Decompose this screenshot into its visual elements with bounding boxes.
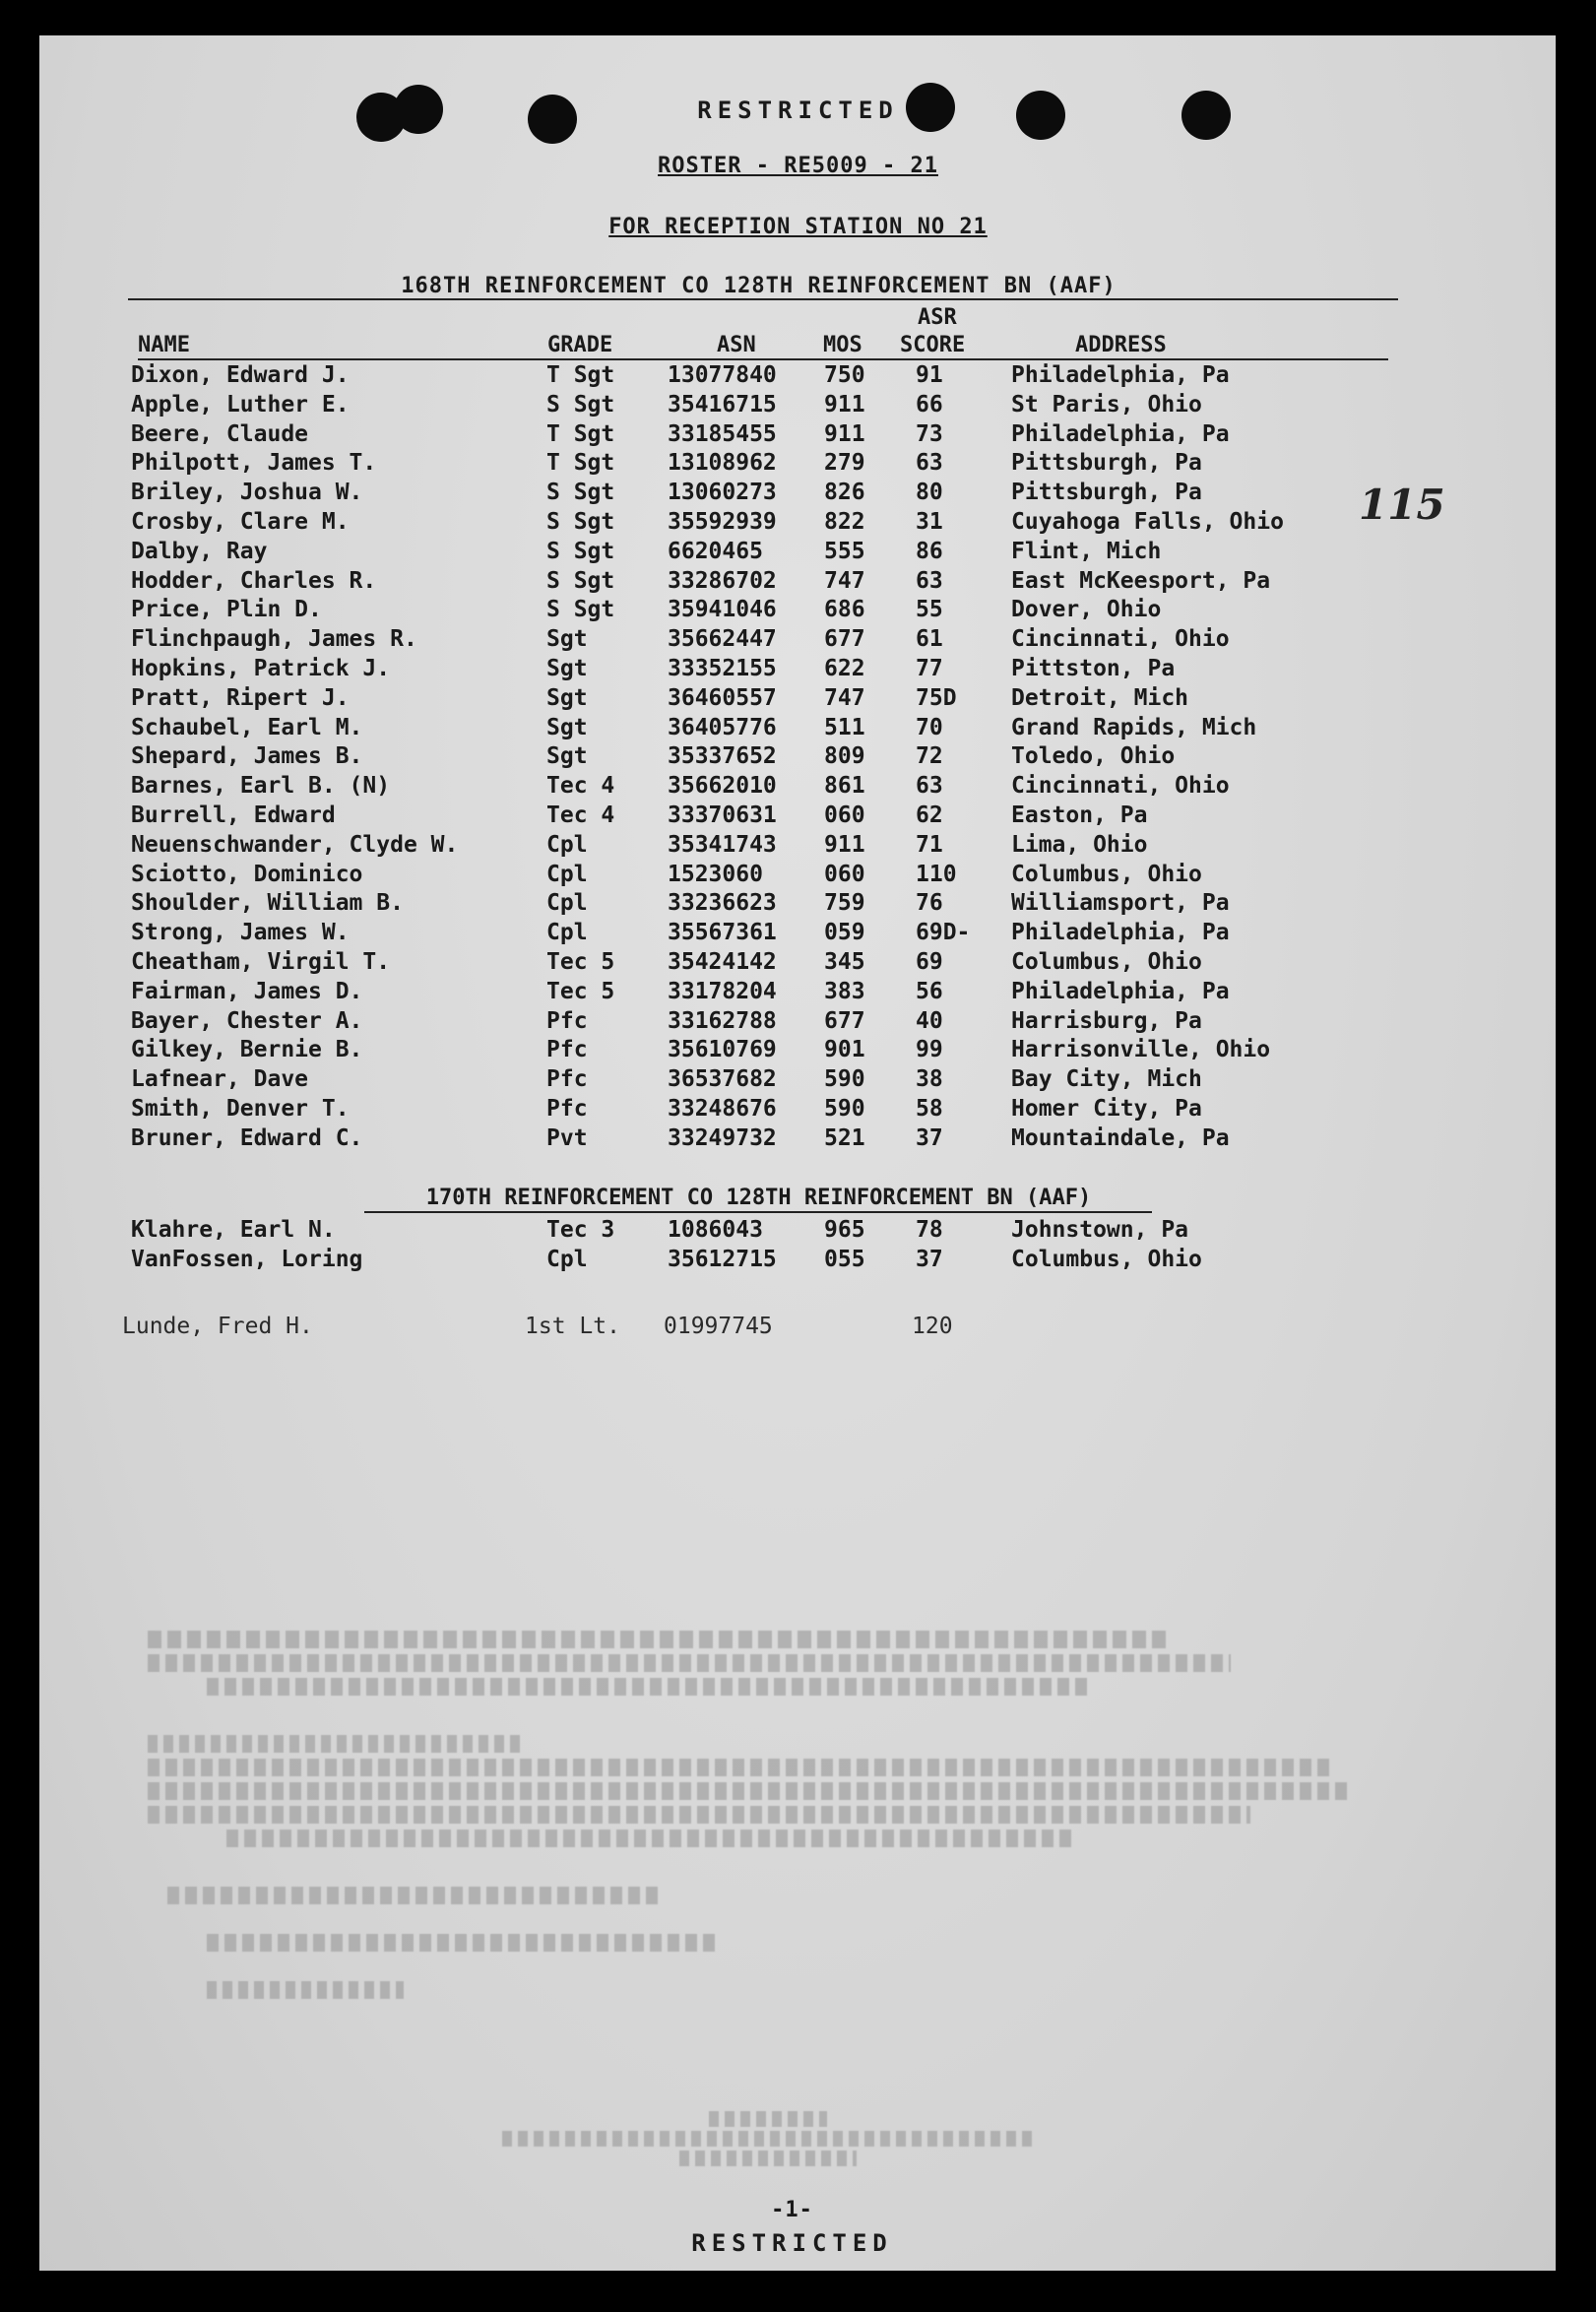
asn-cell: 35662447	[668, 626, 777, 653]
table-row	[0, 949, 1596, 979]
person-name: Crosby, Clare M.	[131, 509, 350, 535]
mos-cell: 861	[824, 773, 865, 800]
address-cell: Pittsburgh, Pa	[1011, 450, 1202, 477]
score-cell: 66	[916, 391, 943, 417]
asn-cell: 33249732	[668, 1124, 777, 1151]
mos-cell: 590	[824, 1096, 865, 1122]
grade-cell: T Sgt	[546, 450, 615, 477]
address-cell: Pittsburgh, Pa	[1011, 480, 1202, 506]
col-header-mos: MOS	[823, 333, 862, 357]
score-cell: 58	[916, 1096, 943, 1122]
person-name: Strong, James W.	[131, 920, 350, 946]
score-cell: 99	[916, 1037, 943, 1063]
table-row	[0, 715, 1596, 744]
asn-cell: 35610769	[668, 1037, 777, 1063]
address-cell: Toledo, Ohio	[1011, 743, 1176, 770]
mos-cell: 822	[824, 509, 865, 535]
grade-cell: Tec 4	[546, 773, 615, 800]
table-row	[0, 362, 1596, 392]
mos-cell: 901	[824, 1037, 865, 1063]
person-name: Philpott, James T.	[131, 450, 377, 477]
asn-cell: 33178204	[668, 978, 777, 1004]
table-row	[0, 803, 1596, 832]
person-name: Flinchpaugh, James R.	[131, 626, 417, 653]
person-name: Shoulder, William B.	[131, 890, 404, 917]
table-row	[0, 1096, 1596, 1125]
mos-cell: 521	[824, 1124, 865, 1151]
table-row	[0, 509, 1596, 539]
asn-cell: 36460557	[668, 684, 777, 711]
table-row	[0, 1217, 1596, 1247]
grade-cell: Sgt	[546, 656, 588, 681]
grade-cell: Tec 5	[546, 978, 615, 1004]
grade-cell: Sgt	[546, 714, 588, 740]
person-name: Price, Plin D.	[131, 597, 322, 623]
unit2-rule	[364, 1211, 1152, 1213]
table-row	[0, 773, 1596, 803]
score-cell: 77	[916, 656, 943, 681]
grade-cell: T Sgt	[546, 362, 615, 388]
person-name: VanFossen, Loring	[131, 1247, 363, 1272]
grade-cell: S Sgt	[546, 597, 615, 623]
score-cell: 63	[916, 450, 943, 477]
grade-cell: S Sgt	[546, 567, 615, 594]
score-cell: 86	[916, 538, 943, 564]
address-cell: Grand Rapids, Mich	[1011, 714, 1257, 740]
faded-signature-block	[492, 2107, 1044, 2170]
faded-text-block	[148, 1625, 1378, 2038]
person-name: Briley, Joshua W.	[131, 480, 363, 506]
address-cell: Dover, Ohio	[1011, 597, 1162, 623]
asn-cell: 6620465	[668, 538, 763, 564]
grade-cell: Cpl	[546, 920, 588, 946]
grade-cell: Pfc	[546, 1037, 588, 1063]
grade-cell: Pvt	[546, 1124, 588, 1151]
table-row	[0, 743, 1596, 773]
officer-row	[0, 1314, 1596, 1343]
col-header-score: SCORE	[900, 333, 966, 357]
mos-cell: 677	[824, 1007, 865, 1034]
score-cell: 37	[916, 1124, 943, 1151]
person-name: Pratt, Ripert J.	[131, 684, 350, 711]
col-header-asn: ASN	[717, 333, 756, 357]
header-rule-bottom	[138, 358, 1388, 360]
table-row	[0, 1125, 1596, 1155]
score-cell: 40	[916, 1007, 943, 1034]
table-row	[0, 862, 1596, 891]
grade-cell: Sgt	[546, 743, 588, 770]
asn-cell: 33370631	[668, 803, 777, 828]
table-row	[0, 597, 1596, 626]
score-cell: 56	[916, 978, 943, 1004]
person-name: Bayer, Chester A.	[131, 1007, 363, 1034]
mos-cell: 750	[824, 362, 865, 388]
grade-cell: Pfc	[546, 1066, 588, 1093]
table-row	[0, 656, 1596, 685]
person-name: Neuenschwander, Clyde W.	[131, 831, 459, 858]
mos-cell: 686	[824, 597, 865, 623]
mos-cell: 826	[824, 480, 865, 506]
score-cell: 73	[916, 420, 943, 447]
asn-cell: 35416715	[668, 391, 777, 417]
officer-asn: 01997745	[664, 1314, 773, 1339]
asn-cell: 35337652	[668, 743, 777, 770]
mos-cell: 590	[824, 1066, 865, 1093]
person-name: Gilkey, Bernie B.	[131, 1037, 363, 1063]
grade-cell: Cpl	[546, 1247, 588, 1272]
table-row	[0, 450, 1596, 480]
asn-cell: 35424142	[668, 949, 777, 975]
asn-cell: 33248676	[668, 1096, 777, 1122]
table-row	[0, 539, 1596, 568]
mos-cell: 055	[824, 1247, 865, 1272]
asn-cell: 36537682	[668, 1066, 777, 1093]
score-cell: 37	[916, 1247, 943, 1272]
address-cell: East McKeesport, Pa	[1011, 567, 1271, 594]
grade-cell: T Sgt	[546, 420, 615, 447]
grade-cell: S Sgt	[546, 480, 615, 506]
mos-cell: 060	[824, 861, 865, 887]
col-header-address: ADDRESS	[1075, 333, 1167, 357]
asn-cell: 1086043	[668, 1217, 763, 1243]
table-row	[0, 832, 1596, 862]
asn-cell: 35341743	[668, 831, 777, 858]
person-name: Sciotto, Dominico	[131, 861, 363, 887]
asn-cell: 33162788	[668, 1007, 777, 1034]
score-cell: 69D-	[916, 920, 971, 946]
handwritten-number: 115	[1359, 481, 1445, 529]
person-name: Burrell, Edward	[131, 803, 336, 828]
score-cell: 110	[916, 861, 957, 887]
table-row	[0, 685, 1596, 715]
grade-cell: Cpl	[546, 890, 588, 917]
score-cell: 38	[916, 1066, 943, 1093]
person-name: Hodder, Charles R.	[131, 567, 377, 594]
person-name: Klahre, Earl N.	[131, 1217, 336, 1243]
mos-cell: 060	[824, 803, 865, 828]
mos-cell: 511	[824, 714, 865, 740]
mos-cell: 279	[824, 450, 865, 477]
station-title: FOR RECEPTION STATION NO 21	[608, 215, 988, 239]
mos-cell: 759	[824, 890, 865, 917]
asn-cell: 13060273	[668, 480, 777, 506]
score-cell: 31	[916, 509, 943, 535]
table-row	[0, 1247, 1596, 1276]
address-cell: St Paris, Ohio	[1011, 391, 1202, 417]
mos-cell: 747	[824, 567, 865, 594]
table-row	[0, 979, 1596, 1008]
asn-cell: 33236623	[668, 890, 777, 917]
score-cell: 71	[916, 831, 943, 858]
score-cell: 55	[916, 597, 943, 623]
grade-cell: S Sgt	[546, 538, 615, 564]
score-cell: 76	[916, 890, 943, 917]
grade-cell: Tec 4	[546, 803, 615, 828]
score-cell: 69	[916, 949, 943, 975]
col-header-grade: GRADE	[547, 333, 613, 357]
officer-name: Lunde, Fred H.	[122, 1314, 313, 1339]
table-row	[0, 480, 1596, 509]
table-row	[0, 1037, 1596, 1066]
mos-cell: 911	[824, 391, 865, 417]
asn-cell: 35592939	[668, 509, 777, 535]
person-name: Schaubel, Earl M.	[131, 714, 363, 740]
address-cell: Bay City, Mich	[1011, 1066, 1202, 1093]
table-row	[0, 626, 1596, 656]
address-cell: Columbus, Ohio	[1011, 1247, 1202, 1272]
address-cell: Philadelphia, Pa	[1011, 920, 1230, 946]
asn-cell: 13077840	[668, 362, 777, 388]
address-cell: Detroit, Mich	[1011, 684, 1189, 711]
grade-cell: Sgt	[546, 626, 588, 653]
person-name: Smith, Denver T.	[131, 1096, 350, 1122]
score-cell: 78	[916, 1217, 943, 1243]
mos-cell: 911	[824, 831, 865, 858]
mos-cell: 555	[824, 538, 865, 564]
grade-cell: S Sgt	[546, 391, 615, 417]
address-cell: Lima, Ohio	[1011, 831, 1148, 858]
address-cell: Homer City, Pa	[1011, 1096, 1202, 1122]
header-rule-top	[128, 298, 1398, 300]
person-name: Bruner, Edward C.	[131, 1124, 363, 1151]
table-row	[0, 920, 1596, 949]
score-cell: 80	[916, 480, 943, 506]
address-cell: Harrisonville, Ohio	[1011, 1037, 1271, 1063]
grade-cell: Pfc	[546, 1096, 588, 1122]
table-row	[0, 1066, 1596, 1096]
person-name: Shepard, James B.	[131, 743, 363, 770]
mos-cell: 345	[824, 949, 865, 975]
score-cell: 63	[916, 773, 943, 800]
address-cell: Philadelphia, Pa	[1011, 420, 1230, 447]
person-name: Barnes, Earl B. (N)	[131, 773, 391, 800]
asn-cell: 13108962	[668, 450, 777, 477]
mos-cell: 965	[824, 1217, 865, 1243]
score-cell: 70	[916, 714, 943, 740]
table-row	[0, 890, 1596, 920]
score-cell: 72	[916, 743, 943, 770]
address-cell: Philadelphia, Pa	[1011, 978, 1230, 1004]
mos-cell: 747	[824, 684, 865, 711]
person-name: Lafnear, Dave	[131, 1066, 309, 1093]
address-cell: Cincinnati, Ohio	[1011, 773, 1230, 800]
table-row	[0, 392, 1596, 421]
person-name: Fairman, James D.	[131, 978, 363, 1004]
address-cell: Flint, Mich	[1011, 538, 1162, 564]
officer-grade: 1st Lt.	[525, 1314, 620, 1339]
table-row	[0, 421, 1596, 451]
col-header-score-top: ASR	[918, 305, 957, 330]
address-cell: Harrisburg, Pa	[1011, 1007, 1202, 1034]
table-row	[0, 1008, 1596, 1038]
person-name: Dalby, Ray	[131, 538, 268, 564]
score-cell: 62	[916, 803, 943, 828]
col-header-name: NAME	[138, 333, 190, 357]
person-name: Beere, Claude	[131, 420, 309, 447]
address-cell: Pittston, Pa	[1011, 656, 1176, 681]
asn-cell: 35612715	[668, 1247, 777, 1272]
unit-title-1: 168TH REINFORCEMENT CO 128TH REINFORCEMENT BN (AAF)	[401, 274, 1117, 298]
address-cell: Cincinnati, Ohio	[1011, 626, 1230, 653]
classification-top: RESTRICTED	[697, 96, 899, 124]
person-name: Cheatham, Virgil T.	[131, 949, 391, 975]
address-cell: Johnstown, Pa	[1011, 1217, 1189, 1243]
person-name: Dixon, Edward J.	[131, 362, 350, 388]
mos-cell: 677	[824, 626, 865, 653]
grade-cell: S Sgt	[546, 509, 615, 535]
grade-cell: Pfc	[546, 1007, 588, 1034]
address-cell: Columbus, Ohio	[1011, 861, 1202, 887]
unit-title-2: 170TH REINFORCEMENT CO 128TH REINFORCEMENT BN (AAF)	[425, 1186, 1092, 1210]
table-row	[0, 568, 1596, 598]
asn-cell: 33286702	[668, 567, 777, 594]
address-cell: Cuyahoga Falls, Ohio	[1011, 509, 1284, 535]
page-number: -1-	[771, 2198, 813, 2222]
grade-cell: Cpl	[546, 861, 588, 887]
mos-cell: 059	[824, 920, 865, 946]
asn-cell: 33352155	[668, 656, 777, 681]
address-cell: Mountaindale, Pa	[1011, 1124, 1230, 1151]
officer-score: 120	[912, 1314, 953, 1339]
asn-cell: 1523060	[668, 861, 763, 887]
mos-cell: 911	[824, 420, 865, 447]
address-cell: Easton, Pa	[1011, 803, 1148, 828]
asn-cell: 33185455	[668, 420, 777, 447]
asn-cell: 36405776	[668, 714, 777, 740]
score-cell: 61	[916, 626, 943, 653]
address-cell: Columbus, Ohio	[1011, 949, 1202, 975]
asn-cell: 35662010	[668, 773, 777, 800]
score-cell: 91	[916, 362, 943, 388]
asn-cell: 35567361	[668, 920, 777, 946]
mos-cell: 622	[824, 656, 865, 681]
asn-cell: 35941046	[668, 597, 777, 623]
person-name: Apple, Luther E.	[131, 391, 350, 417]
grade-cell: Cpl	[546, 831, 588, 858]
mos-cell: 809	[824, 743, 865, 770]
grade-cell: Tec 3	[546, 1217, 615, 1243]
classification-bottom: RESTRICTED	[691, 2229, 893, 2257]
mos-cell: 383	[824, 978, 865, 1004]
roster-title: ROSTER - RE5009 - 21	[658, 154, 938, 178]
grade-cell: Sgt	[546, 684, 588, 711]
grade-cell: Tec 5	[546, 949, 615, 975]
score-cell: 75D	[916, 684, 957, 711]
address-cell: Philadelphia, Pa	[1011, 362, 1230, 388]
person-name: Hopkins, Patrick J.	[131, 656, 391, 681]
score-cell: 63	[916, 567, 943, 594]
address-cell: Williamsport, Pa	[1011, 890, 1230, 917]
